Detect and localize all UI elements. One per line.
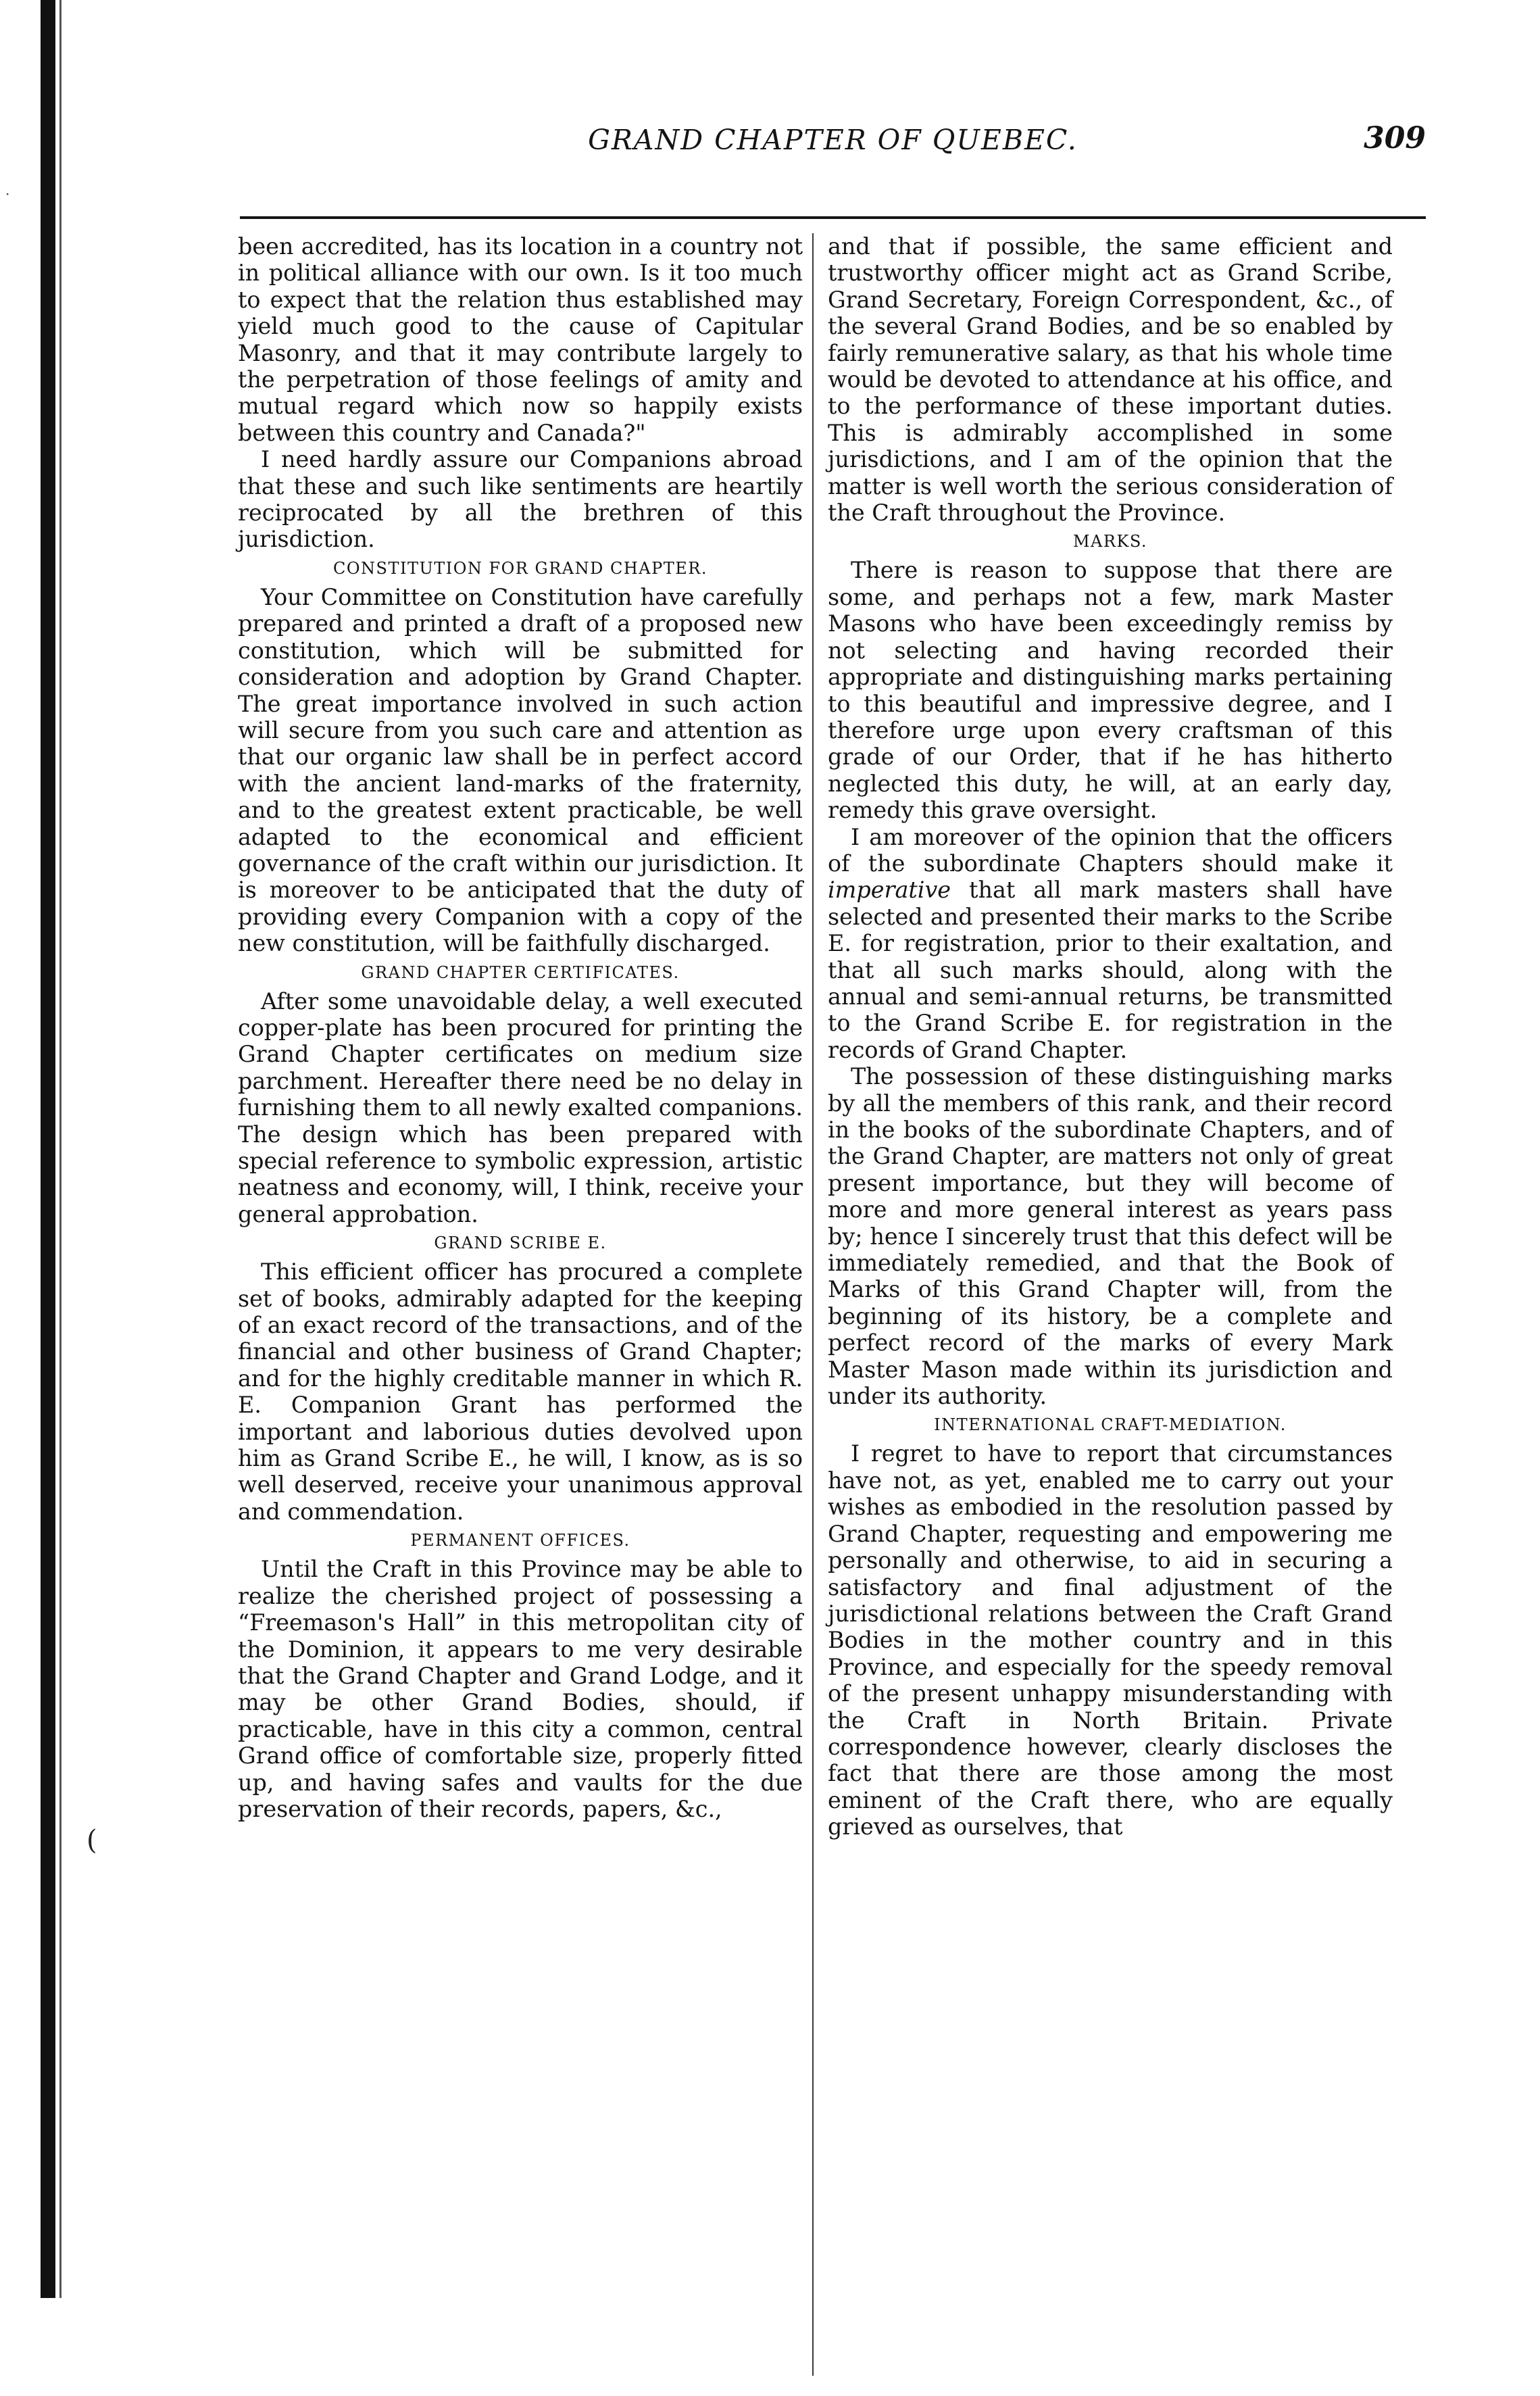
paragraph: I need hardly assure our Companions abroad that these and such like sentiments are heartily reciprocated by all the brethren of this jurisdiction. xyxy=(238,446,803,553)
section-heading-certificates: GRAND CHAPTER CERTIFICATES. xyxy=(361,962,680,982)
paragraph: Until the Craft in this Province may be able to realize the cherished project of possessing a “Freemason's Hall” in this metropolitan city of the Dominion, it appears to me very desirable that the Grand Chapter and Grand Lodge, and it may be other Grand Bodies, should, if practicable, have in this city a common, central Grand office of comfortable size, properly fitted up, and having safes and vaults for the due preservation of their records, papers, &c., xyxy=(238,1556,803,1822)
left-column xyxy=(238,233,803,2396)
section-heading-craft-mediation: INTERNATIONAL CRAFT-MEDIATION. xyxy=(934,1415,1287,1435)
paragraph: and that if possible, the same efficient and trustworthy officer might act as Grand Scribe, Grand Secretary, Foreign Correspondent, &c., of the several Grand Bodies, and be so enabled by fairly remunerative salary, as that his whole time would be devoted to attendance at his office, and to the performance of these important duties. This is admirably accomplished in some jurisdictions, and I am of the opinion that the matter is well worth the serious consideration of the Craft throughout the Province. xyxy=(828,233,1393,527)
right-column xyxy=(828,233,1393,2396)
section-heading-grand-scribe: GRAND SCRIBE E. xyxy=(434,1233,607,1253)
paragraph: The possession of these distinguishing marks by all the members of this rank, and their record in the books of the subordinate Chapters, and of the Grand Chapter, are matters not only of great present importance, but they will become of more and more general interest as years pass by; hence I sincerely trust that this defect will be immediately remedied, and that the Book of Marks of this Grand Chapter will, from the beginning of its history, be a complete and perfect record of the marks of every Mark Master Mason made within its jurisdiction and under its authority. xyxy=(828,1063,1393,1410)
section-heading-permanent-offices: PERMANENT OFFICES. xyxy=(410,1531,630,1550)
header-rule xyxy=(240,216,1426,219)
paragraph: been accredited, has its location in a country not in political alliance with our own. Is it too much to expect that the relation thus established may yield much good to the cause of Capitular Masonry, and that it may contribute largely to the perpetration of those feelings of amity and mutual regard which now so happily exists between this country and Canada?" xyxy=(238,233,803,446)
section-heading-constitution: CONSTITUTION FOR GRAND CHAPTER. xyxy=(333,558,707,578)
scan-edge-shadow xyxy=(41,0,55,2298)
page-number: 309 xyxy=(1364,121,1426,155)
section-heading-marks: MARKS. xyxy=(1072,532,1148,552)
emphasis-text: imperative xyxy=(828,877,951,904)
paragraph-text: I am moreover of the opinion that the officers of the subordinate Chapters should make it xyxy=(828,823,1393,877)
paragraph: I regret to have to report that circumstances have not, as yet, enabled me to carry out your wishes as embodied in the resolution passed by Grand Chapter, requesting and empowering me personally and otherwise, to aid in securing a satisfactory and final adjustment of the jurisdictional relations between the Craft Grand Bodies in the mother country and in this Province, and especially for the speedy removal of the present unhappy misunderstanding with the Craft in North Britain. Private correspondence however, clearly discloses the fact that there are those among the most eminent of the Craft there, who are equally grieved as ourselves, that xyxy=(828,1440,1393,1840)
paragraph: After some unavoidable delay, a well executed copper-plate has been procured for printing the Grand Chapter certificates on medium size parchment. Hereafter there need be no delay in furnishing them to all newly exalted companions. The design which has been prepared with special reference to symbolic expression, artistic neatness and economy, will, I think, receive your general approbation. xyxy=(238,987,803,1227)
paragraph-imperative xyxy=(828,824,1393,1064)
paragraph: Your Committee on Constitution have carefully prepared and printed a draft of a proposed new constitution, which will be submitted for consideration and adoption by Grand Chapter. The great importance involved in such action will secure from you such care and attention as that our organic law shall be in perfect accord with the ancient land-marks of the fraternity, and to the greatest extent practicable, be well adapted to the economical and efficient governance of the craft within our jurisdiction. It is moreover to be anticipated that the duty of providing every Companion with a copy of the new constitution, will be faithfully discharged. xyxy=(238,583,803,957)
margin-mark: ( xyxy=(86,1825,97,1856)
scan-speck: · xyxy=(5,186,10,202)
paragraph-text: that all mark masters shall have selected and presented their marks to the Scribe E. for registration, prior to their exaltation, and that all such marks should, along with the annual and semi-annual returns, be transmitted to the Grand Scribe E. for registration in the records of Grand Chapter. xyxy=(828,877,1393,1063)
scan-edge-line xyxy=(59,0,61,2298)
page-header xyxy=(240,121,1426,178)
running-title: GRAND CHAPTER OF QUEBEC. xyxy=(588,124,1078,156)
paragraph: This efficient officer has procured a complete set of books, admirably adapted for the keeping of an exact record of the transactions, and of the financial and other business of Grand Chapter; and for the highly creditable manner in which R. E. Companion Grant has performed the important and laborious duties devolved upon him as Grand Scribe E., he will, I know, as is so well deserved, receive your unanimous approval and commendation. xyxy=(238,1258,803,1525)
column-divider xyxy=(812,233,814,2376)
paragraph: There is reason to suppose that there are some, and perhaps not a few, mark Master Masons who have been exceedingly remiss by not selecting and having recorded their appropriate and distinguishing marks pertaining to this beautiful and impressive degree, and I therefore urge upon every craftsman of this grade of our Order, that if he has hitherto neglected this duty, he will, at an early day, remedy this grave oversight. xyxy=(828,557,1393,824)
